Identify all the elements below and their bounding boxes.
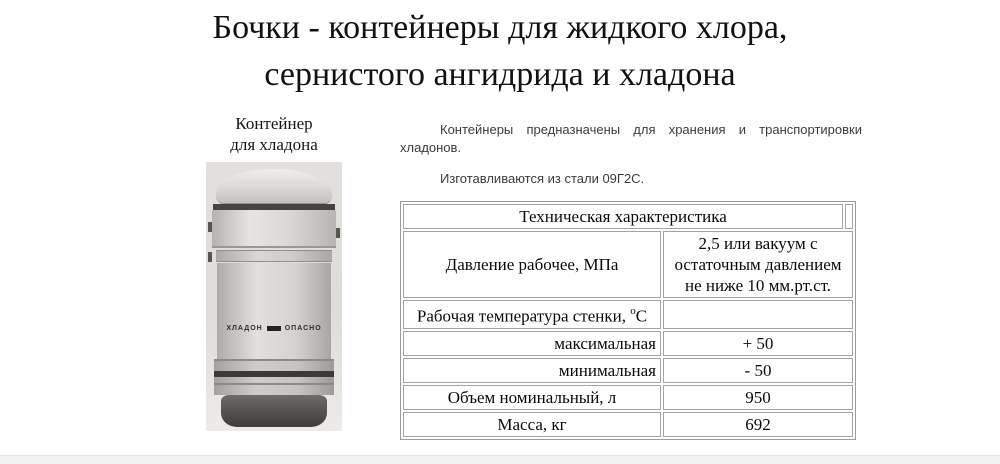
row-min-value: - 50	[663, 358, 853, 383]
container-bottom-stripe	[214, 371, 334, 377]
row-pressure-value: 2,5 или вакуум с остаточным давлением не ниже 10 мм.рт.ст.	[663, 231, 853, 298]
container-body	[217, 263, 331, 359]
container-photo	[206, 162, 342, 431]
container-stencil-text	[217, 325, 331, 332]
page-title	[0, 4, 1000, 98]
spec-table	[400, 201, 856, 440]
stencil-word-opasno: ОПАСНО	[284, 325, 322, 332]
container-ring-line	[214, 383, 334, 385]
figure-caption	[206, 113, 342, 155]
stencil-word-khladon: ХЛАДОН	[226, 325, 263, 332]
row-temperature-label-text: Рабочая температура стенки,	[416, 306, 631, 326]
table-row	[403, 412, 853, 437]
container-fitting	[336, 228, 340, 238]
container-base	[221, 395, 327, 427]
table-row	[403, 385, 853, 410]
figure-caption-line1: Контейнер	[235, 114, 313, 133]
row-pressure-label: Давление рабочее, МПа	[403, 231, 661, 298]
row-max-label: максимальная	[403, 331, 661, 356]
container-shoulder	[212, 210, 336, 248]
row-temperature-degree-sup: о	[630, 305, 636, 317]
content-column	[400, 121, 862, 440]
container-fitting	[208, 222, 212, 232]
bottom-window-strip	[0, 455, 1000, 464]
row-min-label: минимальная	[403, 358, 661, 383]
row-temperature-value	[663, 300, 853, 329]
stencil-black-mark	[267, 326, 281, 331]
row-temperature-label	[403, 300, 661, 329]
container-lid	[216, 169, 332, 204]
table-row	[403, 231, 853, 298]
figure-caption-line2: для хладона	[230, 135, 318, 154]
row-temperature-unit: С	[635, 306, 648, 326]
row-volume-value: 950	[663, 385, 853, 410]
row-max-value: + 50	[663, 331, 853, 356]
table-row	[403, 300, 853, 329]
container-figure	[206, 113, 342, 431]
page-title-line1: Бочки - контейнеры для жидкого хлора,	[212, 9, 788, 46]
container-fitting	[208, 252, 212, 262]
row-mass-value: 692	[663, 412, 853, 437]
intro-paragraph-purpose: Контейнеры предназначены для хранения и транспортировки хладонов.	[400, 122, 862, 155]
row-volume-label: Объем номинальный, л	[403, 385, 661, 410]
table-row	[403, 358, 853, 383]
container-collar	[216, 250, 332, 262]
intro-paragraph-steel: Изготавливаются из стали 09Г2С.	[440, 171, 645, 186]
table-row	[403, 331, 853, 356]
row-mass-label: Масса, кг	[403, 412, 661, 437]
spec-table-title: Техническая характеристика	[403, 204, 843, 229]
spec-table-narrow-cell	[845, 204, 853, 229]
spec-table-header-row	[403, 204, 853, 229]
page-title-line2: сернистого ангидрида и хладона	[264, 56, 736, 93]
container-rolling-rings	[214, 359, 334, 395]
